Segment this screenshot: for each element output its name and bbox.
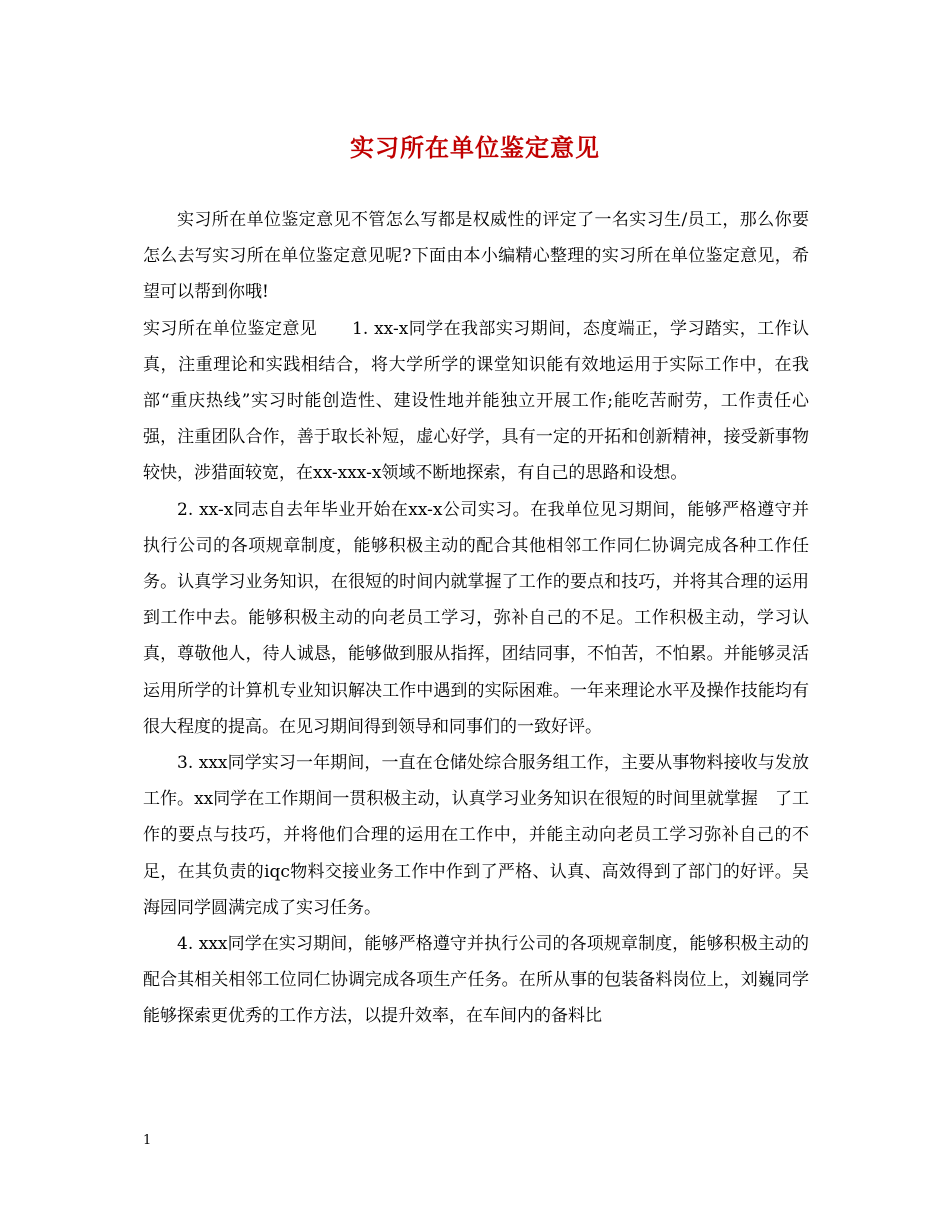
- paragraph-item-4: 4. xxx同学在实习期间，能够严格遵守并执行公司的各项规章制度，能够积极主动的配合其相关相邻工位同仁协调完成各项生产任务。在所从事的包装备料岗位上，刘巍同学能够探索更优秀的工作方法，以提升效率，在车间内的备料比: [143, 934, 809, 1027]
- intro-paragraph: 实习所在单位鉴定意见不管怎么写都是权威性的评定了一名实习生/员工，那么你要怎么去写实习所在单位鉴定意见呢?下面由本小编精心整理的实习所在单位鉴定意见，希望可以帮到你哦!: [143, 210, 809, 303]
- page-number: 1: [143, 1133, 152, 1148]
- paragraph-item-2: 2. xx-x同志自去年毕业开始在xx-x公司实习。在我单位见习期间，能够严格遵守并执行公司的各项规章制度，能够积极主动的配合其他相邻工作同仁协调完成各种工作任务。认真学习业务知识，在很短的时间内就掌握了工作的要点和技巧，并将其合理的运用到工作中去。能够积极主动的向老员工学习，弥补自己的不足。工作积极主动，学习认真，尊敬他人，待人诚恳，能够做到服从指挥，团结同事，不怕苦，不怕累。并能够灵活运用所学的计算机专业知识解决工作中遇到的实际困难。一年来理论水平及操作技能均有很大程度的提高。在见习期间得到领导和同事们的一致好评。: [143, 499, 809, 737]
- document-title: 实习所在单位鉴定意见: [350, 133, 600, 162]
- paragraph-item-3: 3. xxx同学实习一年期间，一直在仓储处综合服务组工作，主要从事物料接收与发放工作。xx同学在工作期间一贯积极主动，认真学习业务知识在很短的时间里就掌握 了工作的要点与技巧，并将他们合理的运用在工作中，并能主动向老员工学习弥补自己的不足，在其负责的iqc物料交接业务工作中作到了严格、认真、高效得到了部门的好评。吴海园同学圆满完成了实习任务。: [143, 753, 809, 918]
- document-body: [143, 202, 809, 1035]
- paragraph-item-1: 实习所在单位鉴定意见 1. xx-x同学在我部实习期间，态度端正，学习踏实，工作认真，注重理论和实践相结合，将大学所学的课堂知识能有效地运用于实际工作中，在我部“重庆热线”实习时能创造性、建设性地并能独立开展工作;能吃苦耐劳，工作责任心强，注重团队合作，善于取长补短，虚心好学，具有一定的开拓和创新精神，接受新事物较快，涉猎面较宽，在xx-xxx-x领域不断地探索，有自己的思路和设想。: [143, 318, 809, 484]
